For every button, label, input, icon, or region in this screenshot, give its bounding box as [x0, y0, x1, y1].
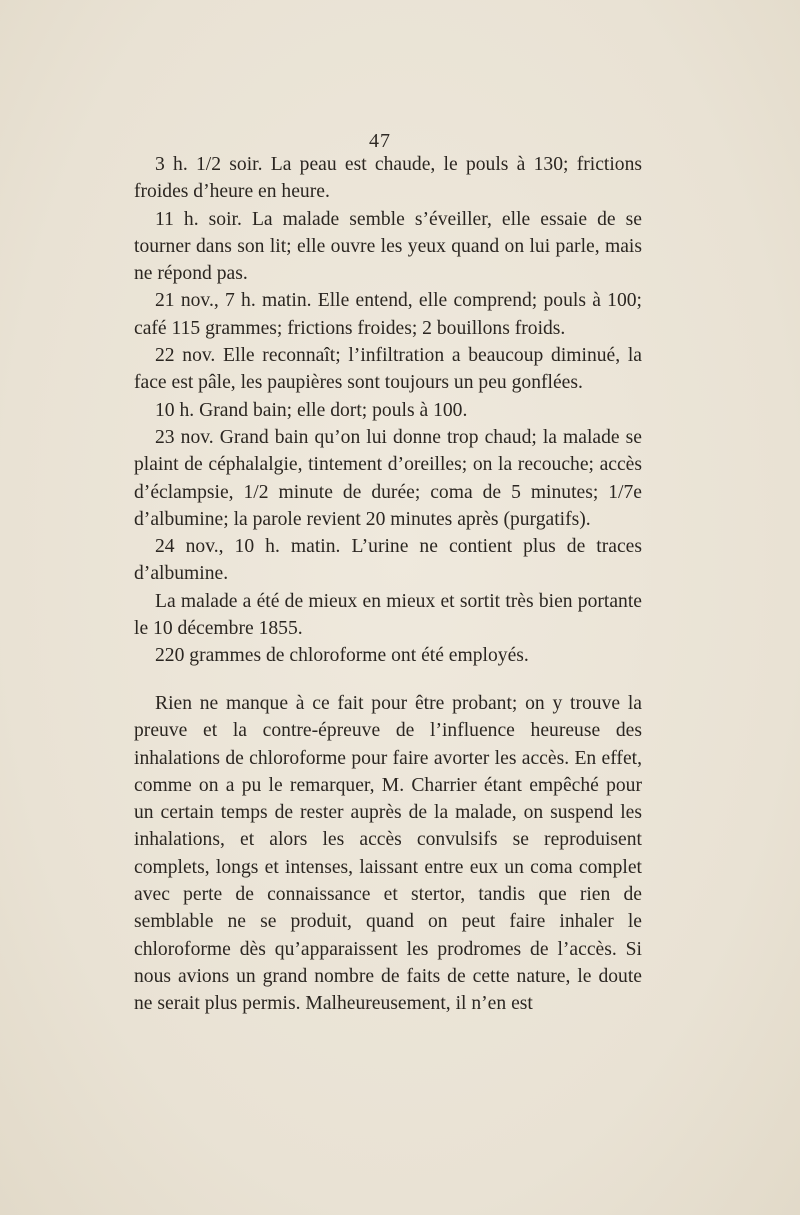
commentary-paragraph: Rien ne manque à ce fait pour être probant; on y trouve la preuve et la contre-épreuve de l’influence heureuse des inhalations de chloroforme pour faire avorter les accès. En effet, comme on a pu le remarquer, M. Charrier étant empêché pour un certain temps de rester auprès de la malade, on suspend les inhalations, et alors les accès convulsifs se reproduisent complets, longs et intenses, laissant entre eux un coma complet avec perte de connaissance et stertor, tandis que rien de semblable ne se produit, quand on peut faire inhaler le chloroforme dès qu’apparaissent les prodromes de l’accès. Si nous avions un grand nombre de faits de cette nature, le doute ne serait plus permis. Malheureusement, il n’en est [134, 693, 642, 1015]
page-number: 47 [369, 130, 391, 152]
entry-paragraph: 24 nov., 10 h. matin. L’urine ne contient plus de traces d’albumine. [134, 536, 642, 585]
commentary-section [134, 690, 642, 1018]
entry-paragraph: 21 nov., 7 h. matin. Elle entend, elle comprend; pouls à 100; café 115 grammes; frictions froides; 2 bouillons froids. [134, 290, 642, 339]
case-entries [134, 151, 642, 670]
entry-paragraph: 22 nov. Elle reconnaît; l’infiltration a beaucoup diminué, la face est pâle, les paupières sont toujours un peu gonflées. [134, 345, 642, 394]
entry-paragraph: 220 grammes de chloroforme ont été employés. [155, 645, 529, 667]
entry-paragraph: 3 h. 1/2 soir. La peau est chaude, le pouls à 130; frictions froides d’heure en heure. [134, 154, 642, 203]
entry-paragraph: 23 nov. Grand bain qu’on lui donne trop chaud; la malade se plaint de céphalalgie, tintement d’oreilles; on la recouche; accès d’éclampsie, 1/2 minute de durée; coma de 5 minutes; 1/7e d’albumine; la parole revient 20 minutes après (purgatifs). [134, 426, 642, 530]
entry-paragraph: 11 h. soir. La malade semble s’éveiller, elle essaie de se tourner dans son lit; elle ouvre les yeux quand on lui parle, mais ne répond pas. [134, 208, 642, 285]
entry-paragraph: La malade a été de mieux en mieux et sortit très bien portante le 10 décembre 1855. [134, 590, 642, 640]
entry-paragraph: 10 h. Grand bain; elle dort; pouls à 100. [155, 399, 468, 421]
